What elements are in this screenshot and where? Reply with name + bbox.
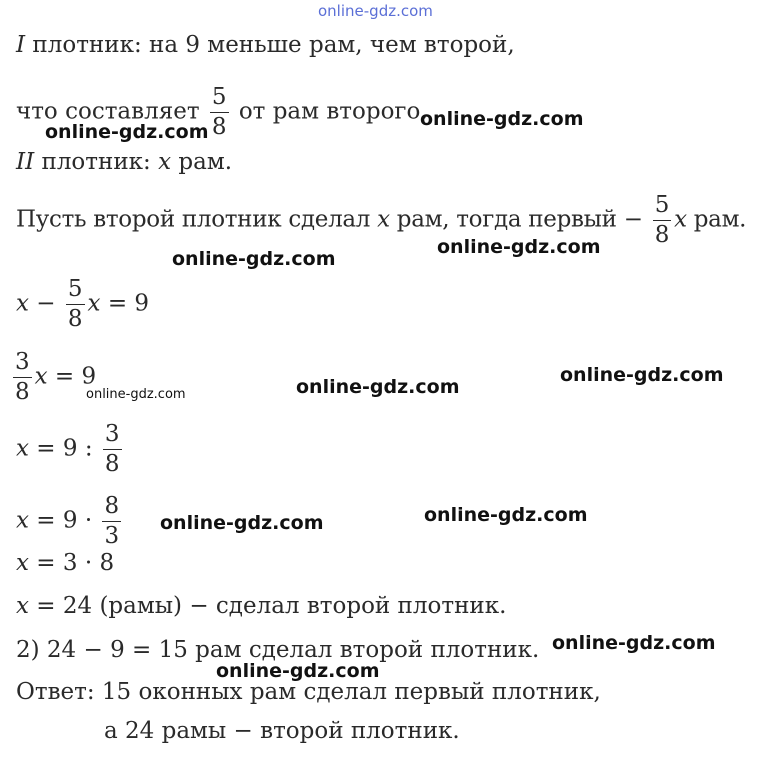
equation-4	[16, 495, 124, 548]
variable-x: x	[16, 507, 29, 534]
fraction-denominator: 8	[104, 451, 120, 477]
condition-line-3	[16, 148, 232, 176]
fraction-denominator: 8	[15, 379, 30, 405]
watermark: online-gdz.com	[160, 512, 324, 534]
fraction-denominator: 8	[654, 222, 670, 248]
fraction-numerator: 8	[102, 495, 121, 522]
fraction-numerator: 5	[66, 278, 85, 305]
watermark: online-gdz.com	[424, 504, 588, 526]
equation-rhs: = 24 (рамы) − сделал второй плотник.	[28, 593, 507, 619]
fraction-five-eighths	[66, 278, 85, 331]
equation-rhs: = 3 · 8	[28, 550, 115, 576]
variable-x: x	[674, 206, 687, 233]
watermark-small: online-gdz.com	[86, 387, 186, 402]
variable-x: x	[34, 363, 48, 390]
roman-two: II	[16, 149, 35, 175]
equation-6	[16, 592, 506, 620]
watermark: online-gdz.com	[172, 248, 336, 270]
fraction-five-eighths	[210, 86, 229, 139]
fraction-denominator: 8	[67, 306, 83, 332]
intro-text-mid: рам, тогда первый −	[389, 206, 643, 233]
condition-text-3-post: рам.	[171, 149, 233, 175]
minus-sign: −	[28, 290, 56, 317]
solution-intro	[16, 194, 746, 247]
variable-x: x	[16, 435, 29, 462]
variable-x: x	[16, 290, 29, 317]
equation-rhs: = 9	[100, 290, 150, 317]
equation-1	[16, 278, 149, 331]
condition-text-2-pre: что составляет	[16, 98, 200, 125]
variable-x: x	[377, 206, 390, 233]
header-watermark: online-gdz.com	[318, 2, 433, 20]
intro-text-post: рам.	[686, 206, 747, 233]
watermark: online-gdz.com	[216, 660, 380, 682]
equation-2	[13, 351, 96, 404]
fraction-three-eighths	[103, 423, 122, 476]
fraction-denominator: 3	[104, 523, 120, 549]
variable-x: x	[16, 593, 29, 619]
fraction-five-eighths	[653, 194, 671, 247]
watermark: online-gdz.com	[560, 364, 724, 386]
fraction-numerator: 5	[653, 194, 671, 221]
equation-mid: = 9 ·	[28, 507, 93, 534]
step-2: 2) 24 − 9 = 15 рам сделал второй плотник.	[16, 637, 540, 663]
watermark: online-gdz.com	[420, 108, 584, 130]
fraction-numerator: 3	[13, 351, 32, 378]
fraction-numerator: 5	[210, 86, 229, 113]
answer-line-1: Ответ: 15 оконных рам сделал первый плотник,	[16, 679, 601, 705]
equation-3	[16, 423, 125, 476]
fraction-denominator: 8	[211, 114, 227, 140]
condition-text-3: плотник:	[34, 149, 159, 175]
variable-x: x	[87, 290, 101, 317]
fraction-numerator: 3	[103, 423, 122, 450]
watermark: online-gdz.com	[552, 632, 716, 654]
watermark: online-gdz.com	[296, 376, 460, 398]
fraction-three-eighths	[13, 351, 32, 404]
roman-one: I	[16, 32, 26, 58]
condition-text-1: плотник: на 9 меньше рам, чем второй,	[25, 32, 515, 58]
condition-text-2-post: от рам второго.	[238, 98, 428, 125]
watermark: online-gdz.com	[437, 236, 601, 258]
condition-line-1	[16, 31, 515, 59]
equation-mid: = 9 :	[28, 435, 93, 462]
fraction-eight-thirds	[102, 495, 121, 548]
answer-line-2: а 24 рамы − второй плотник.	[104, 718, 460, 744]
equation-rhs: = 9	[47, 363, 97, 390]
variable-x: x	[16, 550, 29, 576]
watermark: online-gdz.com	[45, 121, 209, 143]
intro-text-pre: Пусть второй плотник сделал	[16, 206, 378, 233]
variable-x: x	[158, 149, 172, 175]
equation-5	[16, 549, 114, 577]
